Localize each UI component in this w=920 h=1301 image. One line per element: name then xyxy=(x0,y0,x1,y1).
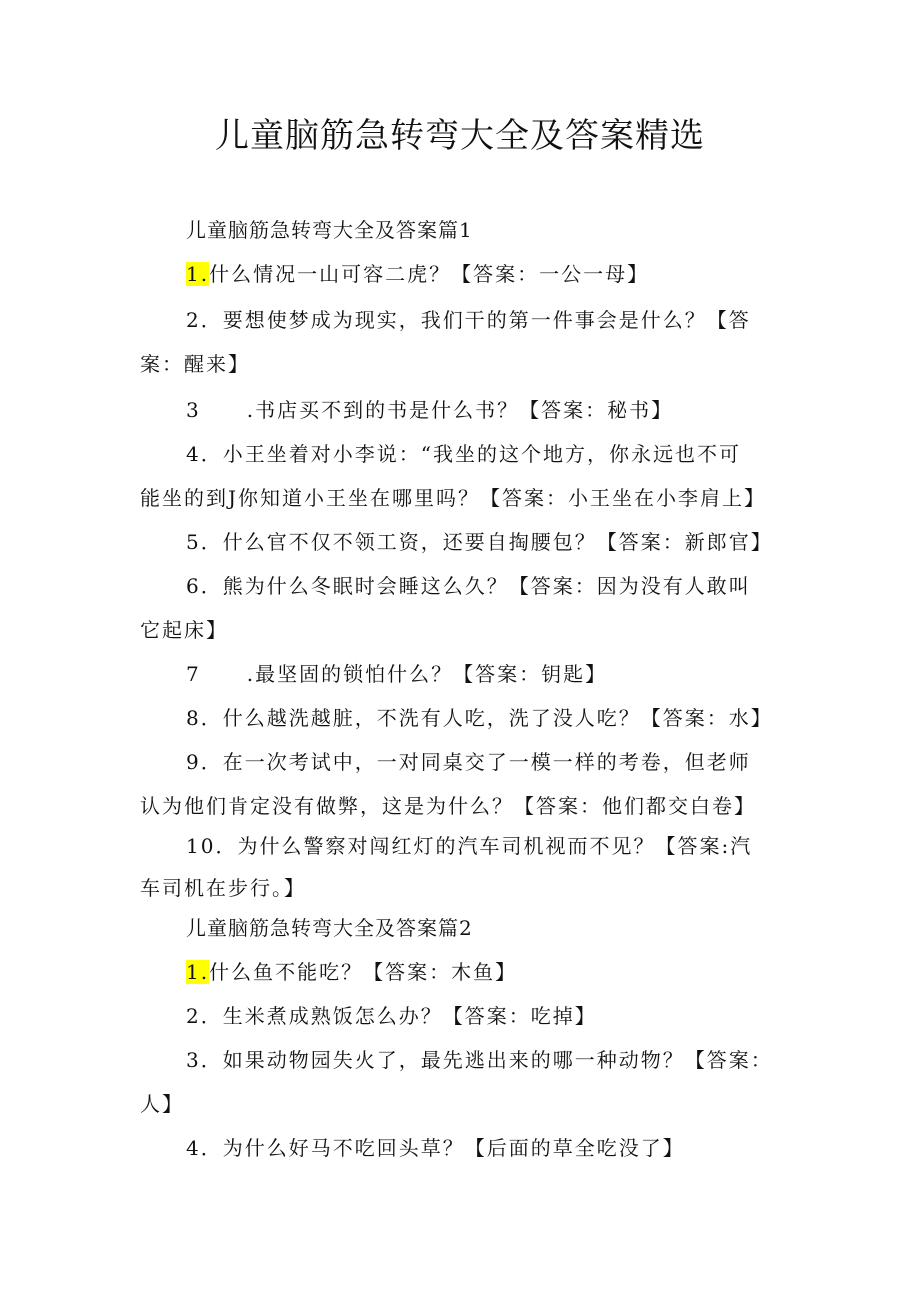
item-text: 要想使梦成为现实，我们干的第一件事会是什么？【答 xyxy=(222,308,751,332)
item-text: 生米煮成熟饭怎么办？【答案：吃掉】 xyxy=(222,1004,597,1028)
section-heading-1: 儿童脑筋急转弯大全及答案篇1 xyxy=(186,218,473,242)
item-text: 为什么警察对闯红灯的汽车司机视而不见？【答案:汽 xyxy=(237,834,753,858)
item-text: .最坚固的锁怕什么？【答案：钥匙】 xyxy=(246,662,608,686)
list-item xyxy=(186,830,752,859)
item-text: 什么官不仅不领工资，还要自掏腰包？【答案：新郎官】 xyxy=(222,530,773,554)
item-text: 什么鱼不能吃？【答案：木鱼】 xyxy=(209,960,518,984)
item-text: 在一次考试中，一对同桌交了一模一样的考卷，但老师 xyxy=(222,750,751,774)
item-number: 5． xyxy=(186,530,223,554)
item-number: 3 xyxy=(186,398,201,422)
item-number: 4． xyxy=(186,442,223,466)
item-number: 4． xyxy=(186,1136,223,1160)
list-item xyxy=(186,1044,773,1073)
item-continuation: 车司机在步行。】 xyxy=(140,876,306,900)
item-continuation: 认为他们肯定没有做弊，这是为什么？【答案：他们都交白卷】 xyxy=(140,794,756,818)
list-item xyxy=(186,658,607,687)
list-item xyxy=(186,526,773,555)
list-item xyxy=(186,304,751,333)
item-text: .书店买不到的书是什么书？【答案：秘书】 xyxy=(246,398,674,422)
item-number-highlighted: 1. xyxy=(186,262,210,286)
item-text: 小王坐着对小李说：“我坐的这个地方，你永远也不可 xyxy=(222,442,741,466)
list-item xyxy=(186,956,517,985)
item-continuation: 人】 xyxy=(140,1092,184,1116)
item-number: 3． xyxy=(186,1048,223,1072)
item-number: 2． xyxy=(186,308,223,332)
list-item xyxy=(186,394,673,423)
item-continuation: 它起床】 xyxy=(140,618,228,642)
item-number: 9． xyxy=(186,750,223,774)
item-text: 熊为什么冬眠时会睡这么久？【答案：因为没有人敢叫 xyxy=(222,574,751,598)
item-number: 8． xyxy=(186,706,223,730)
item-number: 6． xyxy=(186,574,223,598)
item-text: 如果动物园失火了，最先逃出来的哪一种动物？【答案： xyxy=(222,1048,773,1072)
item-text: 什么情况一山可容二虎？【答案：一公一母】 xyxy=(209,262,650,286)
document-title: 儿童脑筋急转弯大全及答案精选 xyxy=(215,116,705,156)
item-text: 为什么好马不吃回头草？【后面的草全吃没了】 xyxy=(222,1136,685,1160)
item-number: 10． xyxy=(186,834,238,858)
item-continuation: 案：醒来】 xyxy=(140,352,250,376)
list-item xyxy=(186,1000,597,1029)
section-heading-2: 儿童脑筋急转弯大全及答案篇2 xyxy=(186,916,473,940)
list-item xyxy=(186,1132,685,1161)
list-item xyxy=(186,438,741,467)
item-number: 2． xyxy=(186,1004,223,1028)
list-item xyxy=(186,258,649,287)
item-number: 7 xyxy=(186,662,201,686)
list-item xyxy=(186,746,751,775)
list-item xyxy=(186,570,751,599)
item-number-highlighted: 1. xyxy=(186,960,210,984)
list-item xyxy=(186,702,773,731)
item-text: 什么越洗越脏，不洗有人吃，洗了没人吃？【答案：水】 xyxy=(222,706,773,730)
item-continuation: 能坐的到J你知道小王坐在哪里吗？【答案：小王坐在小李肩上】 xyxy=(140,486,767,510)
